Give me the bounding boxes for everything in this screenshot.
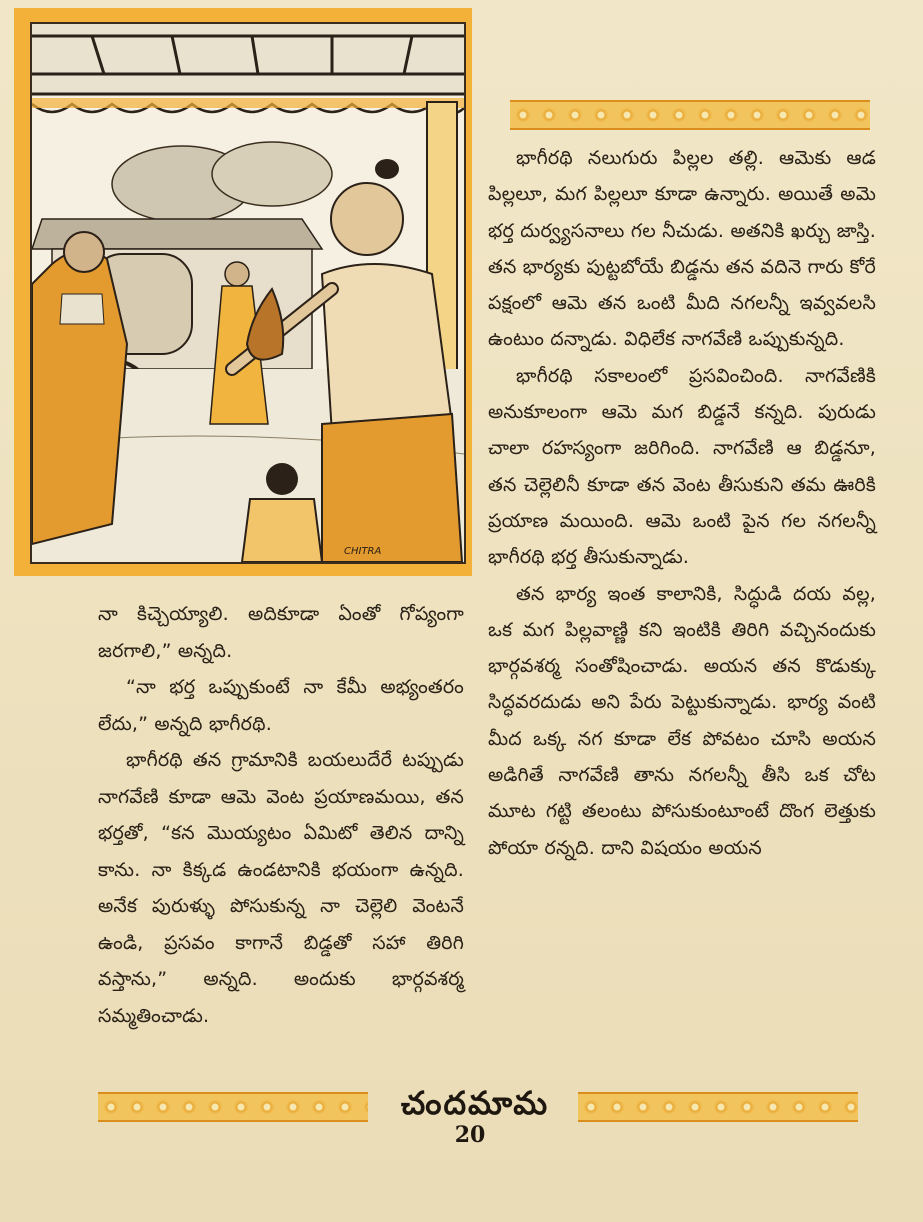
page-number: 20 xyxy=(454,1122,486,1148)
ornament-band-top xyxy=(510,100,870,130)
paragraph: తన భార్య ఇంత కాలానికి, సిద్ధుడి దయ వల్ల, ఒక మగ పిల్లవాణ్ణి కని ఇంటికి తిరిగి వచ్చినందుకు భార్గవశర్మ సంతోషించాడు. అయన తన కొడుక్కు సిద్ధవరదుడు అని పేరు పెట్టుకున్నాడు. భార్య వంటి మీద ఒక్క నగ కూడా లేక పోవటం చూసి అయన అడిగితే నాగవేణి తాను నగలన్నీ తీసి ఒక చోట మూట గట్టి తలంటు పోసుకుంటూంటే దొంగ లెత్తుకు పోయా రన్నది. దాని విషయం అయన xyxy=(488,582,876,859)
paragraph: నా కిచ్చెయ్యాలి. అదికూడా ఏంతో గోప్యంగా జరగాలి,” అన్నది. xyxy=(98,603,464,662)
magazine-title: చందమామ xyxy=(400,1084,550,1122)
left-text-column xyxy=(98,596,464,1034)
ornament-band-footer-right xyxy=(578,1092,858,1122)
right-text-column xyxy=(488,140,876,866)
artist-signature: CHITRA xyxy=(344,546,382,557)
illustration-frame xyxy=(30,22,466,564)
paragraph: భాగీరథి సకాలంలో ప్రసవించింది. నాగవేణికి అనుకూలంగా ఆమె మగ బిడ్డనే కన్నది. పురుడు చాలా రహస్యంగా జరిగింది. నాగవేణి ఆ బిడ్డనూ, తన చెల్లెలినీ కూడా తన వెంట తీసుకుని తమ ఊరికి ప్రయాణ మయింది. ఆమె ఒంటి పైన గల నగలన్నీ భాగీరథి భర్త తీసుకున్నాడు. xyxy=(488,364,876,569)
paragraph: భాగీరథి తన గ్రామానికి బయలుదేరే టప్పుడు నాగవేణి కూడా ఆమె వెంట ప్రయాణమయి, తన భర్తతో, “కన మొయ్యటం ఏమిటో తెలిన దాన్ని కాను. నా కిక్కడ ఉండటానికి భయంగా ఉన్నది. అనేక పురుళ్ళు పోసుకున్న నా చెల్లెలి వెంటనే ఉండి, ప్రసవం కాగానే బిడ్డతో సహా తిరిగి వస్తాను,” అన్నది. అందుకు భార్గవశర్మ సమ్మతించాడు. xyxy=(98,749,464,1027)
ornament-band-footer-left xyxy=(98,1092,368,1122)
paragraph: భాగీరథి నలుగురు పిల్లల తల్లి. ఆమెకు ఆడ పిల్లలూ, మగ పిల్లలూ కూడా ఉన్నారు. అయితే అమె భర్త దుర్వ్యసనాలు గల నీచుడు. అతనికి ఖర్చు జాస్తి. తన భార్యకు పుట్టబోయే బిడ్డను తన వదినె గారు కోరే పక్షంలో ఆమె తన ఒంటి మీది నగలన్నీ ఇవ్వవలసి ఉంటుం దన్నాడు. విధిలేక నాగవేణి ఒప్పుకున్నది. xyxy=(488,147,876,351)
paragraph: “నా భర్త ఒప్పుకుంటే నా కేమీ అభ్యంతరం లేదు,” అన్నది భాగీరథి. xyxy=(98,676,464,735)
illustration-drawing xyxy=(32,24,464,562)
story-illustration xyxy=(14,8,472,576)
